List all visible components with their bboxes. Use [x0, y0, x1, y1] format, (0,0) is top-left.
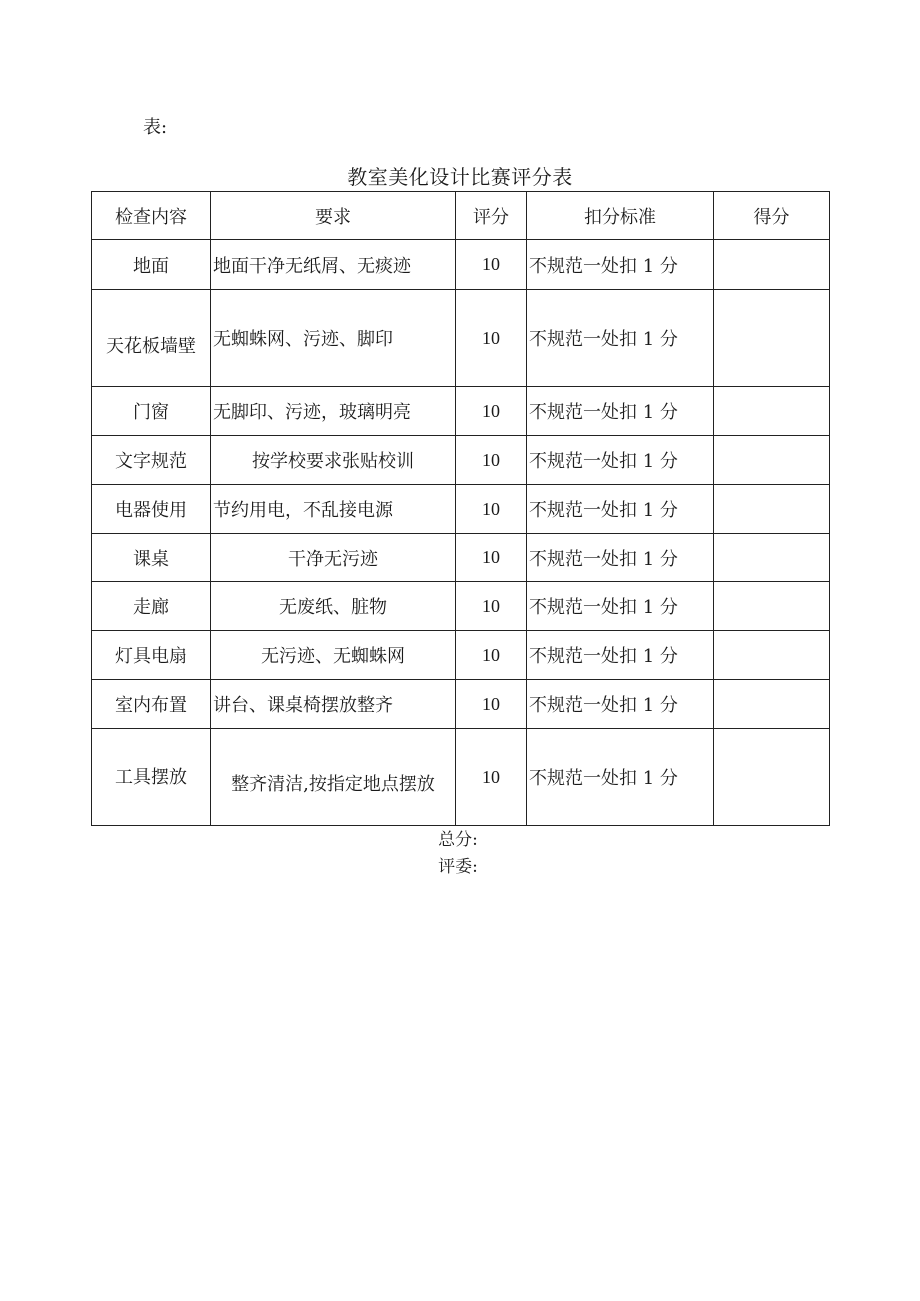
table-header-row: [92, 192, 830, 240]
cell-requirement: 节约用电，不乱接电源: [211, 485, 456, 534]
cell-deduction: 不规范一处扣 1 分: [527, 680, 714, 729]
cell-score: 10: [456, 240, 527, 290]
cell-deduction: 不规范一处扣 1 分: [527, 582, 714, 631]
table-row: [92, 485, 830, 534]
cell-deduction: 不规范一处扣 1 分: [527, 290, 714, 387]
cell-deduction: 不规范一处扣 1 分: [527, 387, 714, 436]
judge-label: 评委:: [438, 857, 478, 877]
cell-requirement: 干净无污迹: [211, 534, 456, 582]
cell-requirement: 整齐清洁,按指定地点摆放: [211, 729, 456, 826]
cell-item: 工具摆放: [92, 729, 211, 826]
cell-item: 走廊: [92, 582, 211, 631]
cell-item: 文字规范: [92, 436, 211, 485]
cell-requirement: 无脚印、污迹，玻璃明亮: [211, 387, 456, 436]
cell-item: 地面: [92, 240, 211, 290]
cell-score: 10: [456, 485, 527, 534]
table-row: [92, 436, 830, 485]
cell-requirement: 无污迹、无蜘蛛网: [211, 631, 456, 680]
cell-score: 10: [456, 534, 527, 582]
column-header-item: 检查内容: [92, 192, 211, 240]
cell-score: 10: [456, 290, 527, 387]
cell-result[interactable]: [714, 387, 830, 436]
cell-score: 10: [456, 582, 527, 631]
cell-score: 10: [456, 387, 527, 436]
cell-deduction: 不规范一处扣 1 分: [527, 534, 714, 582]
cell-result[interactable]: [714, 631, 830, 680]
cell-deduction: 不规范一处扣 1 分: [527, 485, 714, 534]
cell-result[interactable]: [714, 729, 830, 826]
cell-deduction: 不规范一处扣 1 分: [527, 729, 714, 826]
cell-item: 天花板墙壁: [92, 290, 211, 387]
cell-result[interactable]: [714, 534, 830, 582]
cell-result[interactable]: [714, 680, 830, 729]
cell-item: 室内布置: [92, 680, 211, 729]
column-header-deduction: 扣分标准: [527, 192, 714, 240]
table-row: [92, 582, 830, 631]
total-score-label: 总分:: [438, 830, 478, 850]
cell-result[interactable]: [714, 436, 830, 485]
table-row: [92, 680, 830, 729]
cell-deduction: 不规范一处扣 1 分: [527, 436, 714, 485]
cell-item: 电器使用: [92, 485, 211, 534]
table-row: [92, 631, 830, 680]
cell-item: 灯具电扇: [92, 631, 211, 680]
cell-requirement: 无废纸、脏物: [211, 582, 456, 631]
cell-deduction: 不规范一处扣 1 分: [527, 240, 714, 290]
cell-score: 10: [456, 631, 527, 680]
table-row: [92, 534, 830, 582]
cell-requirement: 讲台、课桌椅摆放整齐: [211, 680, 456, 729]
table-row: [92, 240, 830, 290]
cell-item: 门窗: [92, 387, 211, 436]
cell-score: 10: [456, 680, 527, 729]
table-row: [92, 387, 830, 436]
cell-result[interactable]: [714, 290, 830, 387]
cell-result[interactable]: [714, 582, 830, 631]
cell-result[interactable]: [714, 485, 830, 534]
cell-score: 10: [456, 436, 527, 485]
page-title: 教室美化设计比赛评分表: [347, 165, 573, 189]
table-row: [92, 290, 830, 387]
cell-result[interactable]: [714, 240, 830, 290]
table-prefix-label: 表:: [143, 117, 168, 138]
column-header-score: 评分: [456, 192, 527, 240]
cell-requirement: 无蜘蛛网、污迹、脚印: [211, 290, 456, 387]
column-header-result: 得分: [714, 192, 830, 240]
score-table: [91, 191, 830, 826]
cell-requirement: 按学校要求张贴校训: [211, 436, 456, 485]
cell-item: 课桌: [92, 534, 211, 582]
table-row: [92, 729, 830, 826]
cell-score: 10: [456, 729, 527, 826]
cell-deduction: 不规范一处扣 1 分: [527, 631, 714, 680]
cell-requirement: 地面干净无纸屑、无痰迹: [211, 240, 456, 290]
column-header-requirement: 要求: [211, 192, 456, 240]
